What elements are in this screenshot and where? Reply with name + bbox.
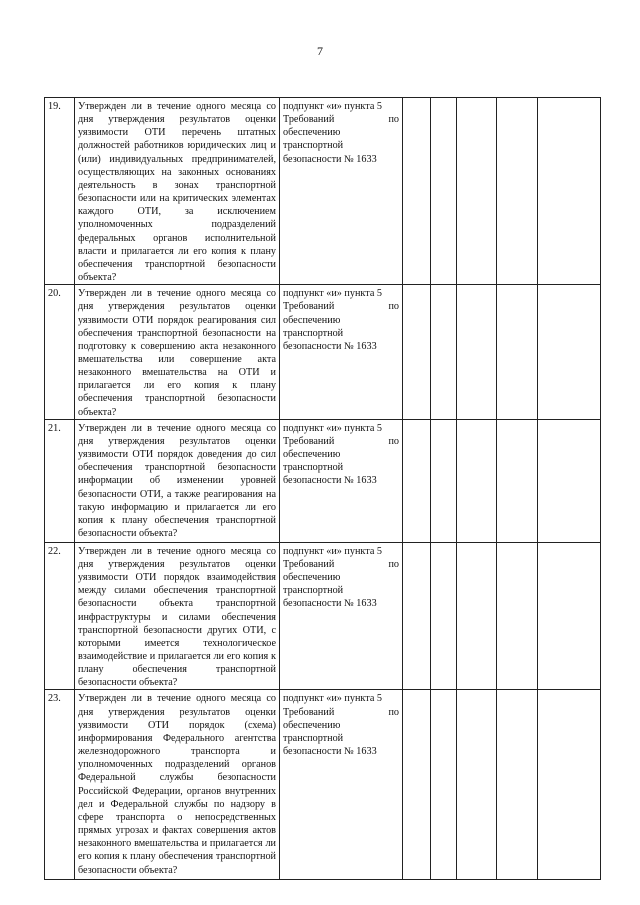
empty-cell — [497, 690, 538, 880]
empty-cell — [538, 285, 601, 420]
empty-cell — [538, 98, 601, 285]
reference-line: безопасности № 1633 — [283, 598, 377, 610]
reference-line: транспортной — [283, 327, 344, 339]
table-row — [45, 419, 601, 542]
empty-cell — [457, 419, 497, 542]
reference-line: подпункт «и» пункта 5 — [283, 693, 382, 705]
reference-line: обеспечению — [283, 572, 341, 584]
empty-cell — [403, 98, 431, 285]
empty-cell — [497, 419, 538, 542]
question-text: Утвержден ли в течение одного месяца со дня утверждения результатов оценки уязвимости ОТИ порядок взаимодействия между силами обеспечения транспортной безопасности объекта транспортной инфраструктуры и силами обеспечения транспортной безопасности других ОТИ, с которыми имеется технологическое взаимодействие и прилагается ли его копия к плану обеспечения транспортной безопасности объекта? — [75, 542, 280, 690]
reference-line: обеспечению — [283, 449, 341, 461]
table-row — [45, 285, 601, 420]
table-row — [45, 98, 601, 285]
reference-line: обеспечению — [283, 719, 341, 731]
empty-cell — [431, 98, 457, 285]
reference-line: Требований по — [283, 706, 399, 718]
table-row — [45, 690, 601, 880]
reference-line: Требований по — [283, 435, 399, 447]
empty-cell — [403, 542, 431, 690]
empty-cell — [457, 285, 497, 420]
reference-line: Требований по — [283, 301, 399, 313]
empty-cell — [538, 419, 601, 542]
reference-line: транспортной — [283, 585, 344, 597]
empty-cell — [538, 690, 601, 880]
reference-line: подпункт «и» пункта 5 — [283, 422, 382, 434]
reference-line: обеспечению — [283, 314, 341, 326]
reference-line: Требований по — [283, 114, 399, 126]
empty-cell — [431, 419, 457, 542]
empty-cell — [457, 690, 497, 880]
empty-cell — [497, 542, 538, 690]
question-text: Утвержден ли в течение одного месяца со дня утверждения результатов оценки уязвимости ОТИ порядок реагирования сил обеспечения транспортной безопасности на подготовку к совершению акта незаконного вмешательства или совершение акта незаконного вмешательства на ОТИ и прилагается ли его копия к плану обеспечения транспортной безопасности объекта? — [75, 285, 280, 420]
reference-line: безопасности № 1633 — [283, 153, 377, 165]
row-number: 19. — [45, 98, 75, 285]
question-text: Утвержден ли в течение одного месяца со дня утверждения результатов оценки уязвимости ОТИ порядок (схема) информирования Федерального агентства железнодорожного транспорта и уполномоченных подразделений органов Федеральной службы безопасности Российской Федерации, органов внутренних дел и Федеральной службы по надзору в сфере транспорта о непосредственных прямых угрозах и фактах совершения актов незаконного вмешательства и прилагается ли его копия к плану обеспечения транспортной безопасности объекта? — [75, 690, 280, 880]
empty-cell — [497, 98, 538, 285]
row-number: 21. — [45, 419, 75, 542]
empty-cell — [497, 285, 538, 420]
reference-line: транспортной — [283, 140, 344, 152]
empty-cell — [403, 285, 431, 420]
reference-line: обеспечению — [283, 127, 341, 139]
empty-cell — [431, 690, 457, 880]
row-number: 23. — [45, 690, 75, 880]
question-text: Утвержден ли в течение одного месяца со дня утверждения результатов оценки уязвимости ОТИ порядок доведения до сил обеспечения транспортной безопасности информации об изменении уровней безопасности ОТИ, а также реагирования на такую информацию и прилагается ли его копия к плану обеспечения транспортной безопасности объекта? — [75, 419, 280, 542]
empty-cell — [431, 542, 457, 690]
reference-line: подпункт «и» пункта 5 — [283, 101, 382, 112]
reference-line: безопасности № 1633 — [283, 340, 377, 352]
legal-reference — [280, 98, 403, 285]
reference-line: подпункт «и» пункта 5 — [283, 545, 382, 557]
reference-line: транспортной — [283, 462, 344, 474]
legal-reference — [280, 690, 403, 880]
empty-cell — [457, 542, 497, 690]
legal-reference — [280, 542, 403, 690]
legal-reference — [280, 419, 403, 542]
empty-cell — [457, 98, 497, 285]
row-number: 20. — [45, 285, 75, 420]
page-number: 7 — [317, 44, 323, 58]
reference-line: Требований по — [283, 558, 399, 570]
empty-cell — [538, 542, 601, 690]
empty-cell — [403, 419, 431, 542]
reference-line: транспортной — [283, 732, 344, 744]
empty-cell — [431, 285, 457, 420]
reference-line: безопасности № 1633 — [283, 746, 377, 758]
reference-line: подпункт «и» пункта 5 — [283, 288, 382, 300]
row-number: 22. — [45, 542, 75, 690]
empty-cell — [403, 690, 431, 880]
question-text: Утвержден ли в течение одного месяца со дня утверждения результатов оценки уязвимости ОТИ перечень штатных должностей работников юридических лиц и (или) индивидуальных предпринимателей, осуществляющих на законных основаниях деятельность в зонах транспортной безопасности или на критических элементах каждого ОТИ, за исключением уполномоченных подразделений федеральных органов исполнительной власти и прилагается ли его копия к плану обеспечения транспортной безопасности объекта? — [75, 98, 280, 285]
reference-line: безопасности № 1633 — [283, 475, 377, 487]
table-row — [45, 542, 601, 690]
checklist-table — [44, 97, 601, 880]
legal-reference — [280, 285, 403, 420]
